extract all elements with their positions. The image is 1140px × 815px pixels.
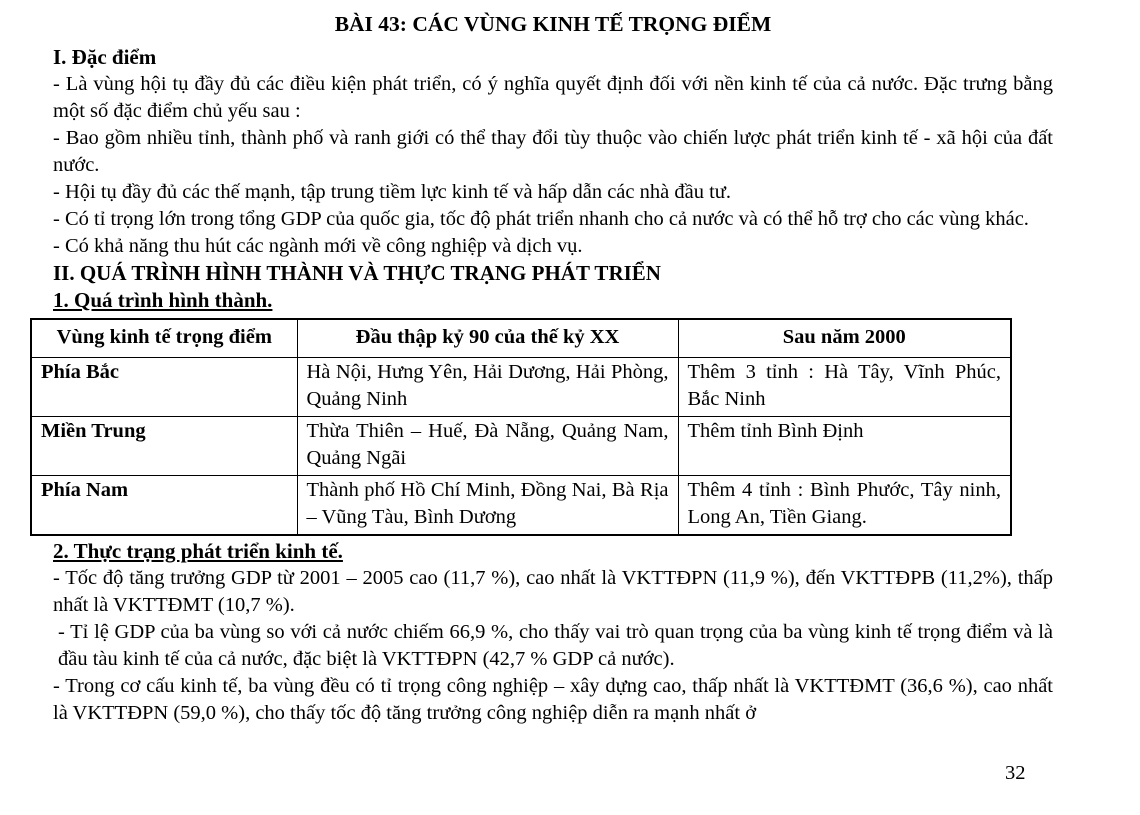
- section-ii-heading: II. QUÁ TRÌNH HÌNH THÀNH VÀ THỰC TRẠNG PHÁT TRIỂN: [53, 261, 661, 285]
- table-row: [31, 476, 1011, 536]
- region-name-cell: Phía Bắc: [31, 358, 297, 417]
- table-header-region: Vùng kinh tế trọng điểm: [31, 319, 297, 358]
- subsection-status-heading: 2. Thực trạng phát triển kinh tế.: [53, 539, 343, 563]
- table-cell: Thêm 4 tỉnh : Bình Phước, Tây ninh, Long An, Tiền Giang.: [678, 476, 1011, 536]
- region-name-cell: Miền Trung: [31, 417, 297, 476]
- bullet-paragraph: - Bao gồm nhiều tỉnh, thành phố và ranh giới có thể thay đổi tùy thuộc vào chiến lược phát triển kinh tế - xã hội của đất nước.: [53, 127, 1053, 176]
- bullet-paragraph: - Tỉ lệ GDP của ba vùng so với cả nước chiếm 66,9 %, cho thấy vai trò quan trọng của ba vùng kinh tế trọng điểm và là đầu tàu kinh tế của cả nước, đặc biệt là VKTTĐPN (42,7 % GDP cả nước).: [58, 621, 1053, 670]
- table-cell: Thêm 3 tỉnh : Hà Tây, Vĩnh Phúc, Bắc Ninh: [678, 358, 1011, 417]
- bullet-paragraph: - Có khả năng thu hút các ngành mới về công nghiệp và dịch vụ.: [53, 235, 583, 257]
- bullet-paragraph: - Có tỉ trọng lớn trong tổng GDP của quốc gia, tốc độ phát triển nhanh cho cả nước và có thể hỗ trợ cho các vùng khác.: [53, 208, 1029, 230]
- table-row: [31, 358, 1011, 417]
- table-cell: Thành phố Hồ Chí Minh, Đồng Nai, Bà Rịa – Vũng Tàu, Bình Dương: [297, 476, 678, 536]
- page-number: 32: [1005, 762, 1026, 784]
- bullet-paragraph: - Tốc độ tăng trưởng GDP từ 2001 – 2005 cao (11,7 %), cao nhất là VKTTĐPN (11,9 %), đến VKTTĐPB (11,2%), thấp nhất là VKTTĐMT (10,7 %).: [53, 567, 1053, 616]
- table-header-early-90s: Đầu thập kỷ 90 của thế kỷ XX: [297, 319, 678, 358]
- bullet-paragraph: - Hội tụ đầy đủ các thế mạnh, tập trung tiềm lực kinh tế và hấp dẫn các nhà đầu tư.: [53, 181, 732, 203]
- bullet-paragraph: - Là vùng hội tụ đầy đủ các điều kiện phát triển, có ý nghĩa quyết định đối với nền kinh tế của cả nước. Đặc trưng bằng một số đặc điểm chủ yếu sau :: [53, 73, 1053, 122]
- bullet-paragraph: - Trong cơ cấu kinh tế, ba vùng đều có tỉ trọng công nghiệp – xây dựng cao, thấp nhất là VKTTĐMT (36,6 %), cao nhất là VKTTĐPN (59,0 %), cho thấy tốc độ tăng trưởng công nghiệp diễn ra mạnh nhất ở: [53, 675, 1053, 724]
- section-i-heading: I. Đặc điểm: [53, 45, 157, 69]
- region-name-cell: Phía Nam: [31, 476, 297, 536]
- table-header-row: [31, 319, 1011, 358]
- subsection-formation-heading: 1. Quá trình hình thành.: [53, 288, 273, 312]
- table-header-after-2000: Sau năm 2000: [678, 319, 1011, 358]
- table-row: [31, 417, 1011, 476]
- page-title: BÀI 43: CÁC VÙNG KINH TẾ TRỌNG ĐIỂM: [334, 12, 772, 36]
- key-economic-regions-table: [30, 318, 1012, 536]
- table-cell: Hà Nội, Hưng Yên, Hải Dương, Hải Phòng, Quảng Ninh: [297, 358, 678, 417]
- table-cell: Thừa Thiên – Huế, Đà Nẵng, Quảng Nam, Quảng Ngãi: [297, 417, 678, 476]
- table-cell: Thêm tỉnh Bình Định: [678, 417, 1011, 476]
